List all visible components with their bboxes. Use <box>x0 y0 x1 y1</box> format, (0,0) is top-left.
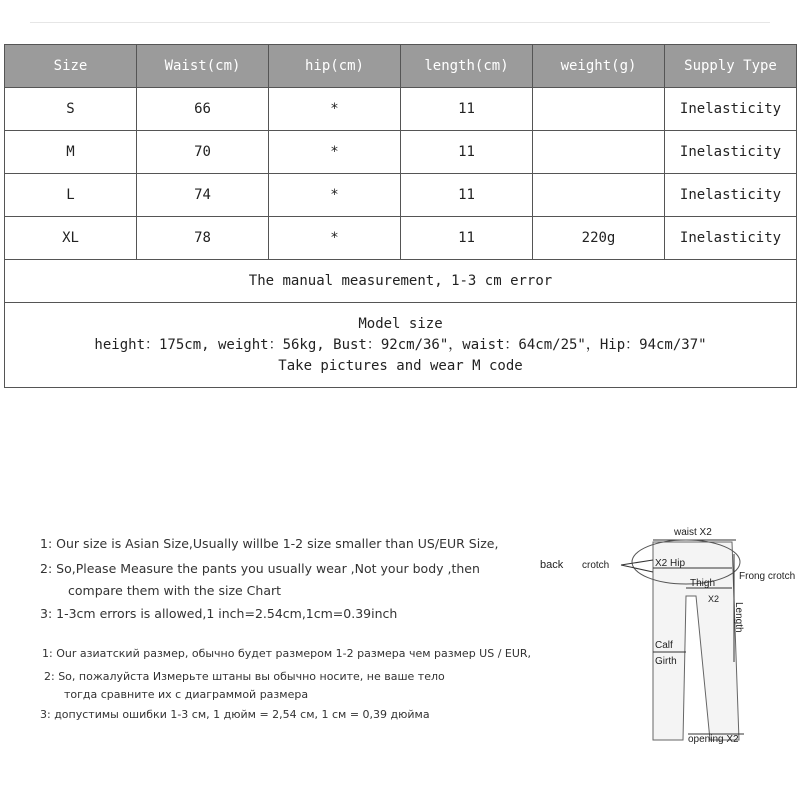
cell-supply-type: Inelasticity <box>665 174 797 217</box>
cell-length: 11 <box>401 131 533 174</box>
length-label: Length <box>733 602 744 633</box>
cell-size: XL <box>5 217 137 260</box>
thigh-x2-label: X2 <box>708 594 720 604</box>
cell-waist: 78 <box>137 217 269 260</box>
table-row <box>5 88 797 131</box>
cell-weight <box>533 131 665 174</box>
header-weight: weight(g) <box>533 45 665 88</box>
table-row <box>5 174 797 217</box>
model-size-cell <box>5 303 797 388</box>
header-waist: Waist(cm) <box>137 45 269 88</box>
cell-supply-type: Inelasticity <box>665 131 797 174</box>
table-row <box>5 217 797 260</box>
hip-label: X2 Hip <box>655 558 686 569</box>
size-chart-table <box>4 44 797 388</box>
cell-size: S <box>5 88 137 131</box>
cell-weight <box>533 88 665 131</box>
front-crotch-label: Frong crotch <box>739 571 796 582</box>
instruction-en-3: 3: 1-3cm errors is allowed,1 inch=2.54cm,1cm=0.39inch <box>40 606 398 621</box>
model-size-title: Model size <box>358 315 443 332</box>
girth-label: Girth <box>655 656 677 667</box>
cell-supply-type: Inelasticity <box>665 217 797 260</box>
cell-waist: 66 <box>137 88 269 131</box>
calf-label: Calf <box>655 640 673 651</box>
opening-label: opening X2 <box>688 734 739 744</box>
cell-size: L <box>5 174 137 217</box>
cell-hip: * <box>269 88 401 131</box>
cell-supply-type: Inelasticity <box>665 88 797 131</box>
cell-weight <box>533 174 665 217</box>
header-length: length(cm) <box>401 45 533 88</box>
model-size-row <box>5 303 797 388</box>
cell-length: 11 <box>401 174 533 217</box>
cell-size: M <box>5 131 137 174</box>
instruction-ru-1: 1: Our азиатский размер, обычно будет размером 1-2 размера чем размер US / EUR, <box>42 647 532 660</box>
back-crotch-pointer <box>621 560 653 565</box>
instruction-ru-2-cont: тогда сравните их с диаграммой размера <box>64 688 309 701</box>
cell-weight: 220g <box>533 217 665 260</box>
back-label: back <box>540 559 564 571</box>
pants-measurement-diagram <box>536 522 800 744</box>
instruction-en-1: 1: Our size is Asian Size,Usually willbe 1-2 size smaller than US/EUR Size, <box>40 536 499 551</box>
cell-waist: 70 <box>137 131 269 174</box>
model-size-details: height：175cm, weight：56kg, Bust：92cm/36"，waist：64cm/25"，Hip：94cm/37" <box>94 336 707 353</box>
model-size-code: Take pictures and wear M code <box>278 357 523 374</box>
header-supply-type: Supply Type <box>665 45 797 88</box>
measurement-note-row <box>5 260 797 303</box>
thigh-label: Thigh <box>690 578 716 589</box>
cell-hip: * <box>269 131 401 174</box>
cell-length: 11 <box>401 217 533 260</box>
instruction-en-2: 2: So,Please Measure the pants you usually wear ,Not your body ,then <box>40 561 480 576</box>
measurement-note: The manual measurement, 1-3 cm error <box>5 260 797 303</box>
table-row <box>5 131 797 174</box>
cell-length: 11 <box>401 88 533 131</box>
top-divider <box>30 22 770 23</box>
instruction-en-2-cont: compare them with the size Chart <box>68 583 282 598</box>
cell-hip: * <box>269 174 401 217</box>
table-header-row <box>5 45 797 88</box>
instruction-ru-3: 3: допустимы ошибки 1-3 см, 1 дюйм = 2,54 см, 1 см = 0,39 дюйма <box>40 708 430 721</box>
waist-label: waist X2 <box>674 527 712 538</box>
instruction-ru-2: 2: So, пожалуйста Измерьте штаны вы обычно носите, не ваше тело <box>44 670 445 683</box>
header-hip: hip(cm) <box>269 45 401 88</box>
header-size: Size <box>5 45 137 88</box>
cell-hip: * <box>269 217 401 260</box>
cell-waist: 74 <box>137 174 269 217</box>
back-crotch-label: crotch <box>582 560 610 571</box>
